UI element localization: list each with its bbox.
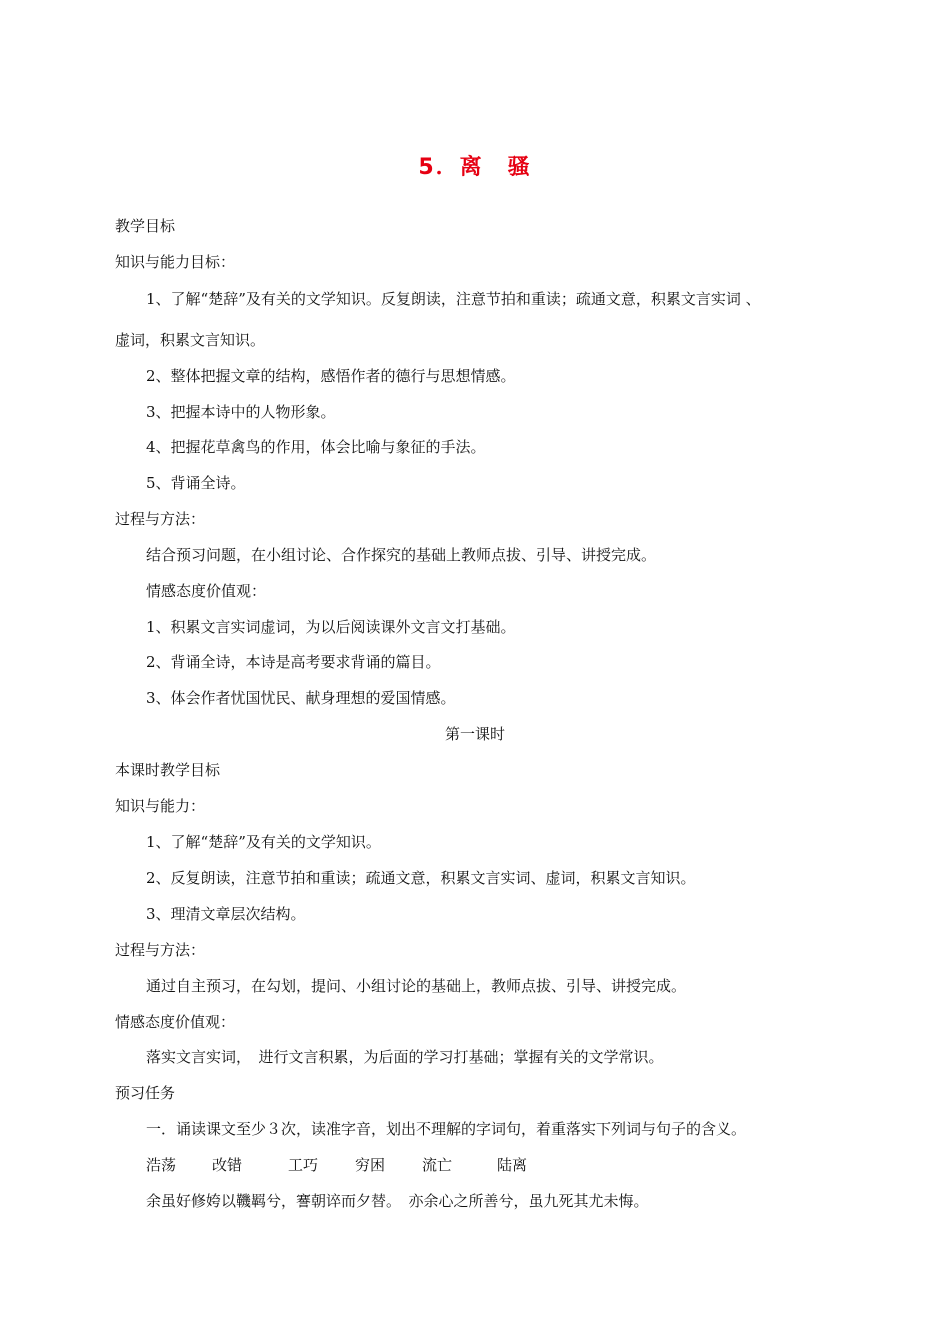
lesson-heading: 第一课时 bbox=[444, 725, 505, 743]
paragraph: 落实文言实词， 进行文言积累，为后面的学习打基础；掌握有关的文学常识。 bbox=[146, 1048, 664, 1066]
vocabulary-word: 陆离 bbox=[497, 1156, 528, 1174]
section-heading-preview-task: 预习任务 bbox=[115, 1084, 176, 1102]
subheading-process-method: 过程与方法： bbox=[115, 510, 206, 528]
vocabulary-word: 流亡 bbox=[422, 1156, 453, 1174]
subheading-knowledge-ability: 知识与能力目标： bbox=[115, 253, 236, 271]
list-item: 3、理清文章层次结构。 bbox=[146, 905, 306, 923]
paragraph: 通过自主预习，在勾划，提问、小组讨论的基础上，教师点拔、引导、讲授完成。 bbox=[146, 977, 687, 995]
list-item: 2、反复朗读，注意节拍和重读；疏通文意，积累文言实词、虚词，积累文言知识。 bbox=[146, 869, 696, 887]
subheading-knowledge-ability: 知识与能力： bbox=[115, 797, 206, 815]
list-item: 2、背诵全诗，本诗是高考要求背诵的篇目。 bbox=[146, 653, 441, 671]
vocabulary-word: 浩荡 bbox=[146, 1156, 177, 1174]
vocabulary-word: 工巧 bbox=[288, 1156, 319, 1174]
paragraph: 结合预习问题，在小组讨论、合作探究的基础上教师点拔、引导、讲授完成。 bbox=[146, 546, 657, 564]
list-item: 1、了解“楚辞”及有关的文学知识。反复朗读，注意节拍和重读；疏通文意，积累文言实词 、 bbox=[146, 290, 761, 308]
paragraph: 一．诵读课文至少３次，读准字音，划出不理解的字词句，着重落实下列词与句子的含义。 bbox=[146, 1120, 747, 1138]
quote-line: 余虽好修姱以鞿羁兮，謇朝谇而夕替。 亦余心之所善兮，虽九死其尤未悔。 bbox=[146, 1192, 649, 1210]
subheading-emotion-values: 情感态度价值观： bbox=[115, 1013, 236, 1031]
section-heading-teaching-goals: 教学目标 bbox=[115, 217, 176, 235]
list-item: 1、了解“楚辞”及有关的文学知识。 bbox=[146, 833, 381, 851]
list-item: 5、背诵全诗。 bbox=[146, 474, 246, 492]
section-heading-lesson-goals: 本课时教学目标 bbox=[115, 761, 221, 779]
list-item: 4、把握花草禽鸟的作用，体会比喻与象征的手法。 bbox=[146, 438, 486, 456]
subheading-emotion-values: 情感态度价值观： bbox=[146, 582, 267, 600]
vocabulary-word: 改错 bbox=[212, 1156, 243, 1174]
page-title: 5．离 骚 bbox=[418, 155, 532, 180]
list-item: 1、积累文言实词虚词，为以后阅读课外文言文打基础。 bbox=[146, 618, 516, 636]
list-item-continuation: 虚词，积累文言知识。 bbox=[115, 331, 266, 349]
vocabulary-word: 穷困 bbox=[355, 1156, 386, 1174]
subheading-process-method: 过程与方法： bbox=[115, 941, 206, 959]
list-item: 2、整体把握文章的结构，感悟作者的德行与思想情感。 bbox=[146, 367, 516, 385]
list-item: 3、把握本诗中的人物形象。 bbox=[146, 403, 336, 421]
list-item: 3、体会作者忧国忧民、献身理想的爱国情感。 bbox=[146, 689, 456, 707]
